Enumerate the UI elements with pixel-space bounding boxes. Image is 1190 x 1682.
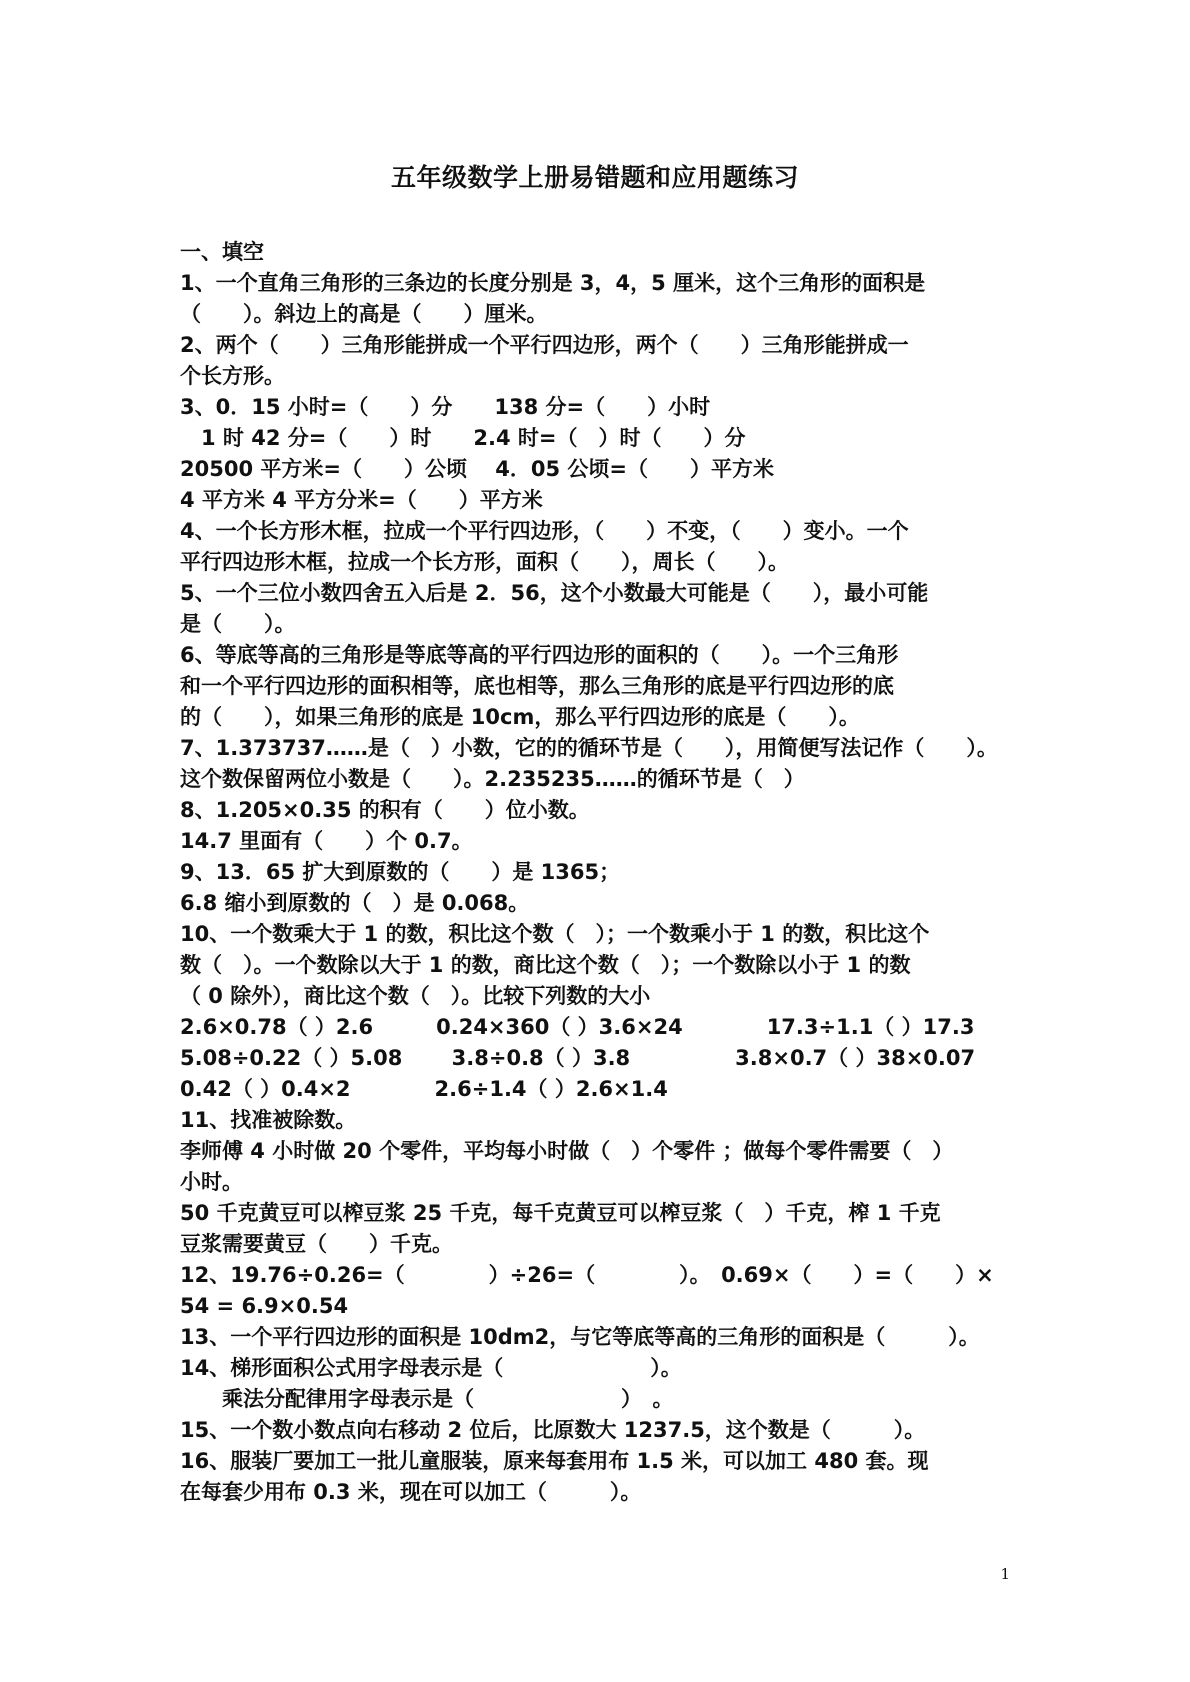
text-line: 在每套少用布 0.3 米，现在可以加工（ ）。	[180, 1480, 642, 1504]
text-line: 乘法分配律用字母表示是（ ） 。	[180, 1387, 674, 1411]
text-line: 4 平方米 4 平方分米=（ ）平方米	[180, 488, 543, 512]
text-line: 16、服装厂要加工一批儿童服装，原来每套用布 1.5 米，可以加工 480 套。现	[180, 1449, 929, 1473]
text-line: 数（ ）。一个数除以大于 1 的数，商比这个数（ ）；一个数除以小于 1 的数	[180, 953, 911, 977]
text-line: 50 千克黄豆可以榨豆浆 25 千克，每千克黄豆可以榨豆浆（ ）千克，榨 1 千克	[180, 1201, 941, 1225]
text-line: 3、0．15 小时=（ ）分 138 分=（ ）小时	[180, 395, 711, 419]
text-line: 9、13．65 扩大到原数的（ ）是 1365；	[180, 860, 621, 884]
text-line: （ 0 除外），商比这个数（ ）。比较下列数的大小	[180, 984, 651, 1008]
text-line: 7、1.373737……是（ ）小数，它的的循环节是（ ），用简便写法记作（ ）。	[180, 736, 998, 760]
text-line: 14.7 里面有（ ）个 0.7。	[180, 829, 473, 853]
text-line: 这个数保留两位小数是（ ）。2.235235……的循环节是（ ）	[180, 767, 805, 791]
document-title: 五年级数学上册易错题和应用题练习	[390, 163, 799, 192]
text-line: 20500 平方米=（ ）公顷 4．05 公顷=（ ）平方米	[180, 457, 775, 481]
section-heading: 一、填空	[180, 240, 264, 264]
text-line: 和一个平行四边形的面积相等，底也相等，那么三角形的底是平行四边形的底	[180, 674, 894, 698]
text-line: 是（ ）。	[180, 612, 296, 636]
text-line: 5.08÷0.22（ ）5.08 3.8÷0.8（ ）3.8 3.8×0.7（ ）38×0.07	[180, 1046, 976, 1070]
text-line: 个长方形。	[180, 364, 285, 388]
text-line: 13、一个平行四边形的面积是 10dm2，与它等底等高的三角形的面积是（ ）。	[180, 1325, 980, 1349]
text-line: 11、找准被除数。	[180, 1108, 357, 1132]
text-line: 的（ ），如果三角形的底是 10cm，那么平行四边形的底是（ ）。	[180, 705, 860, 729]
page-number: 1	[1000, 1565, 1010, 1583]
text-line: 小时。	[180, 1170, 243, 1194]
text-line: 2、两个（ ）三角形能拼成一个平行四边形，两个（ ）三角形能拼成一	[180, 333, 909, 357]
text-line: 0.42（ ）0.4×2 2.6÷1.4（ ）2.6×1.4	[180, 1077, 668, 1101]
text-line: 12、19.76÷0.26=（ ）÷26=（ ）。 0.69×（ ）=（ ）×	[180, 1263, 994, 1287]
text-line: 平行四边形木框，拉成一个长方形，面积（ ），周长（ ）。	[180, 550, 789, 574]
text-line: 5、一个三位小数四舍五入后是 2．56，这个小数最大可能是（ ），最小可能	[180, 581, 929, 605]
text-line: 李师傅 4 小时做 20 个零件，平均每小时做（ ）个零件 ；做每个零件需要（ ）	[180, 1139, 954, 1163]
text-line: 1、一个直角三角形的三条边的长度分别是 3，4，5 厘米，这个三角形的面积是	[180, 271, 926, 295]
text-line: 15、一个数小数点向右移动 2 位后，比原数大 1237.5，这个数是（ ）。	[180, 1418, 926, 1442]
text-line: 2.6×0.78（ ）2.6 0.24×360（ ）3.6×24 17.3÷1.1（ ）17.3	[180, 1015, 975, 1039]
text-line: 1 时 42 分=（ ）时 2.4 时=（ ）时（ ）分	[180, 426, 746, 450]
text-line: 6、等底等高的三角形是等底等高的平行四边形的面积的（ ）。一个三角形	[180, 643, 899, 667]
text-line: 8、1.205×0.35 的积有（ ）位小数。	[180, 798, 590, 822]
text-line: 14、梯形面积公式用字母表示是（ ）。	[180, 1356, 682, 1380]
text-line: 豆浆需要黄豆（ ）千克。	[180, 1232, 453, 1256]
document-body	[180, 237, 1020, 1508]
text-line: 10、一个数乘大于 1 的数，积比这个数（ ）；一个数乘小于 1 的数，积比这个	[180, 922, 930, 946]
text-line: 6.8 缩小到原数的（ ）是 0.068。	[180, 891, 530, 915]
text-line: 54 = 6.9×0.54	[180, 1294, 349, 1318]
text-line: （ ）。斜边上的高是（ ）厘米。	[180, 302, 548, 326]
text-line: 4、一个长方形木框，拉成一个平行四边形，（ ）不变，（ ）变小。一个	[180, 519, 909, 543]
